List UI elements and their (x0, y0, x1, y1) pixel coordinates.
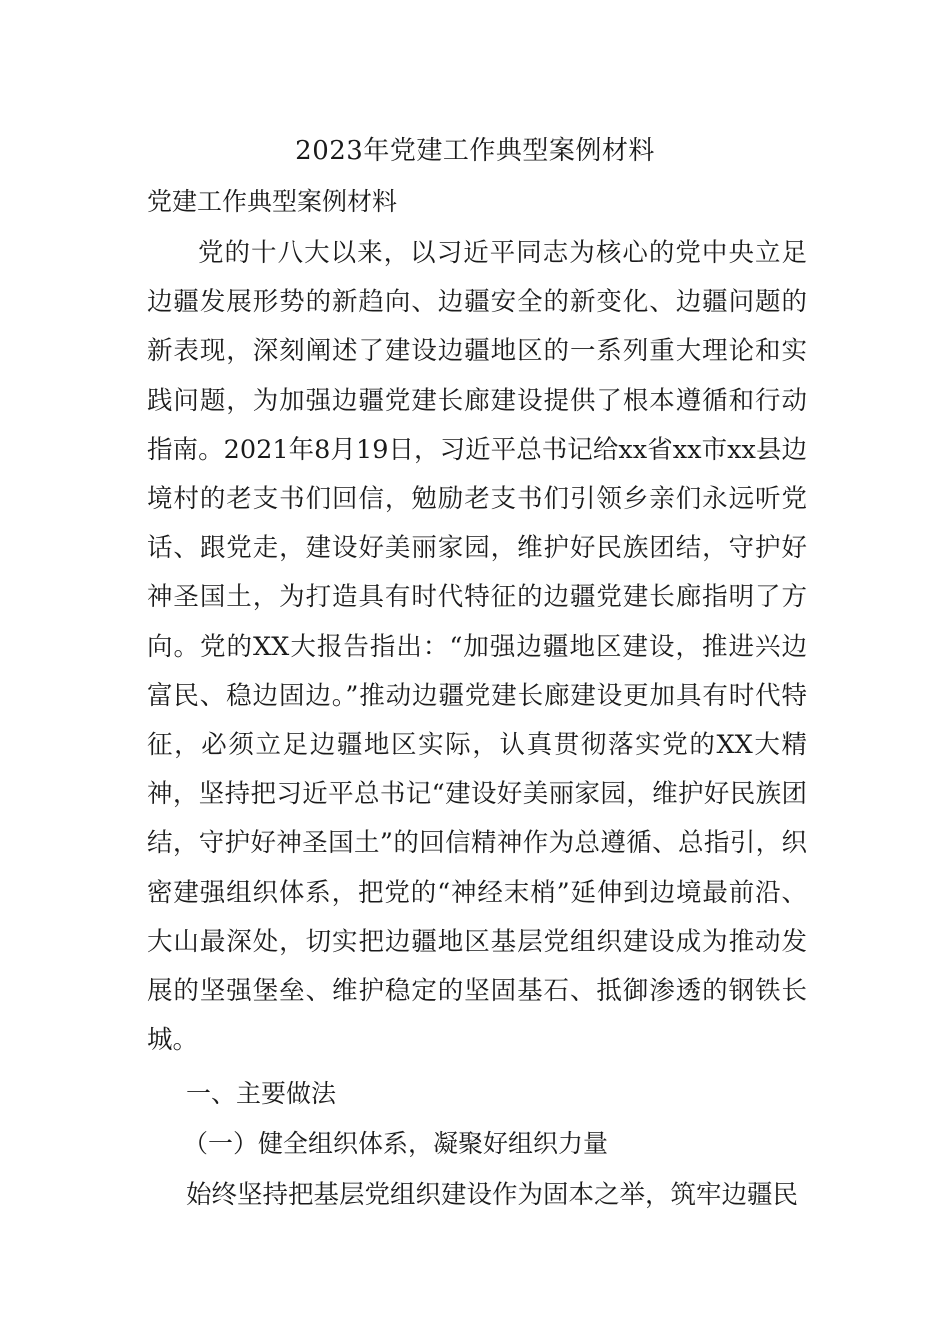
intro-paragraph: 党的十八大以来，以习近平同志为核心的党中央立足边疆发展形势的新趋向、边疆安全的新变化、边疆问题的新表现，深刻阐述了建设边疆地区的一系列重大理论和实践问题，为加强边疆党建长廊建设提供了根本遵循和行动指南。2021年8月19日，习近平总书记给xx省xx市xx县边境村的老支书们回信，勉励老支书们引领乡亲们永远听党话、跟党走，建设好美丽家园，维护好民族团结，守护好神圣国土，为打造具有时代特征的边疆党建长廊指明了方向。党的XX大报告指出：“加强边疆地区建设，推进兴边富民、稳边固边。”推动边疆党建长廊建设更加具有时代特征，必须立足边疆地区实际，认真贯彻落实党的XX大精神，坚持把习近平总书记“建设好美丽家园，维护好民族团结，守护好神圣国土”的回信精神作为总遵循、总指引，织密建强组织体系，把党的“神经末梢”延伸到边境最前沿、大山最深处，切实把边疆地区基层党组织建设成为推动发展的坚强堡垒、维护稳定的坚固基石、抵御渗透的钢铁长城。 (147, 238, 807, 1056)
document-title: 2023年党建工作典型案例材料 (295, 136, 655, 166)
subsection-heading: （一）健全组织体系，凝聚好组织力量 (183, 1129, 609, 1158)
section-heading: 一、主要做法 (186, 1079, 337, 1108)
document-subtitle: 党建工作典型案例材料 (147, 187, 398, 216)
section-paragraph: 始终坚持把基层党组织建设作为固本之举，筑牢边疆民 (186, 1180, 799, 1210)
